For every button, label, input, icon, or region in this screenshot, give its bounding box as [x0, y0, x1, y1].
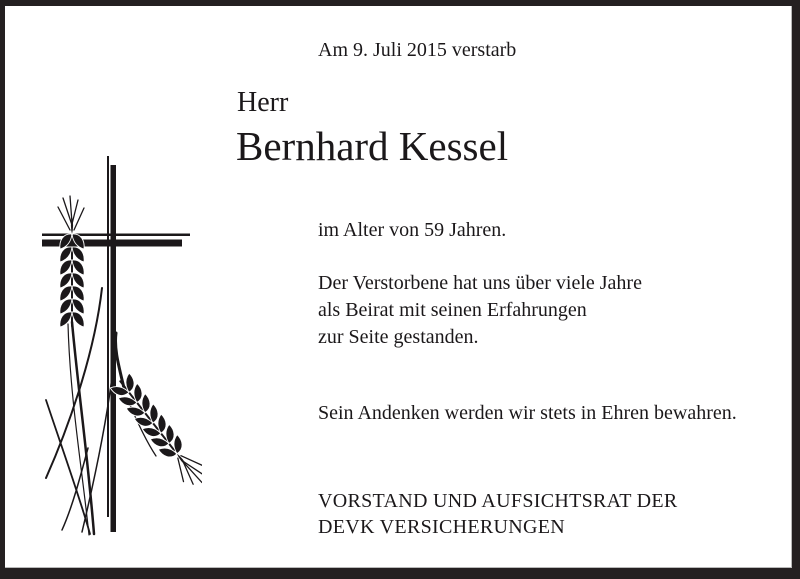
- wheat-ear-upright: [58, 196, 84, 327]
- age-line: im Alter von 59 Jahren.: [318, 219, 507, 241]
- tribute-paragraph: [318, 270, 642, 351]
- tribute-line-2: als Beirat mit seinen Erfahrungen: [318, 299, 587, 321]
- obituary-notice: [5, 6, 792, 568]
- signature-line-2: DEVK VERSICHERUNGEN: [318, 516, 565, 538]
- deceased-name: Bernhard Kessel: [236, 123, 509, 169]
- remembrance-line: Sein Andenken werden wir stets in Ehren bewahren.: [318, 402, 737, 424]
- wheat-ear-drooping: [110, 372, 202, 491]
- tribute-line-3: zur Seite gestanden.: [318, 326, 479, 348]
- signature-block: [318, 488, 678, 540]
- tribute-line-1: Der Verstorbene hat uns über viele Jahre: [318, 272, 642, 294]
- death-date-line: Am 9. Juli 2015 verstarb: [318, 39, 517, 61]
- salutation: Herr: [237, 87, 289, 118]
- signature-line-1: VORSTAND UND AUFSICHTSRAT DER: [318, 490, 678, 512]
- cross-and-wheat-illustration: [32, 148, 202, 548]
